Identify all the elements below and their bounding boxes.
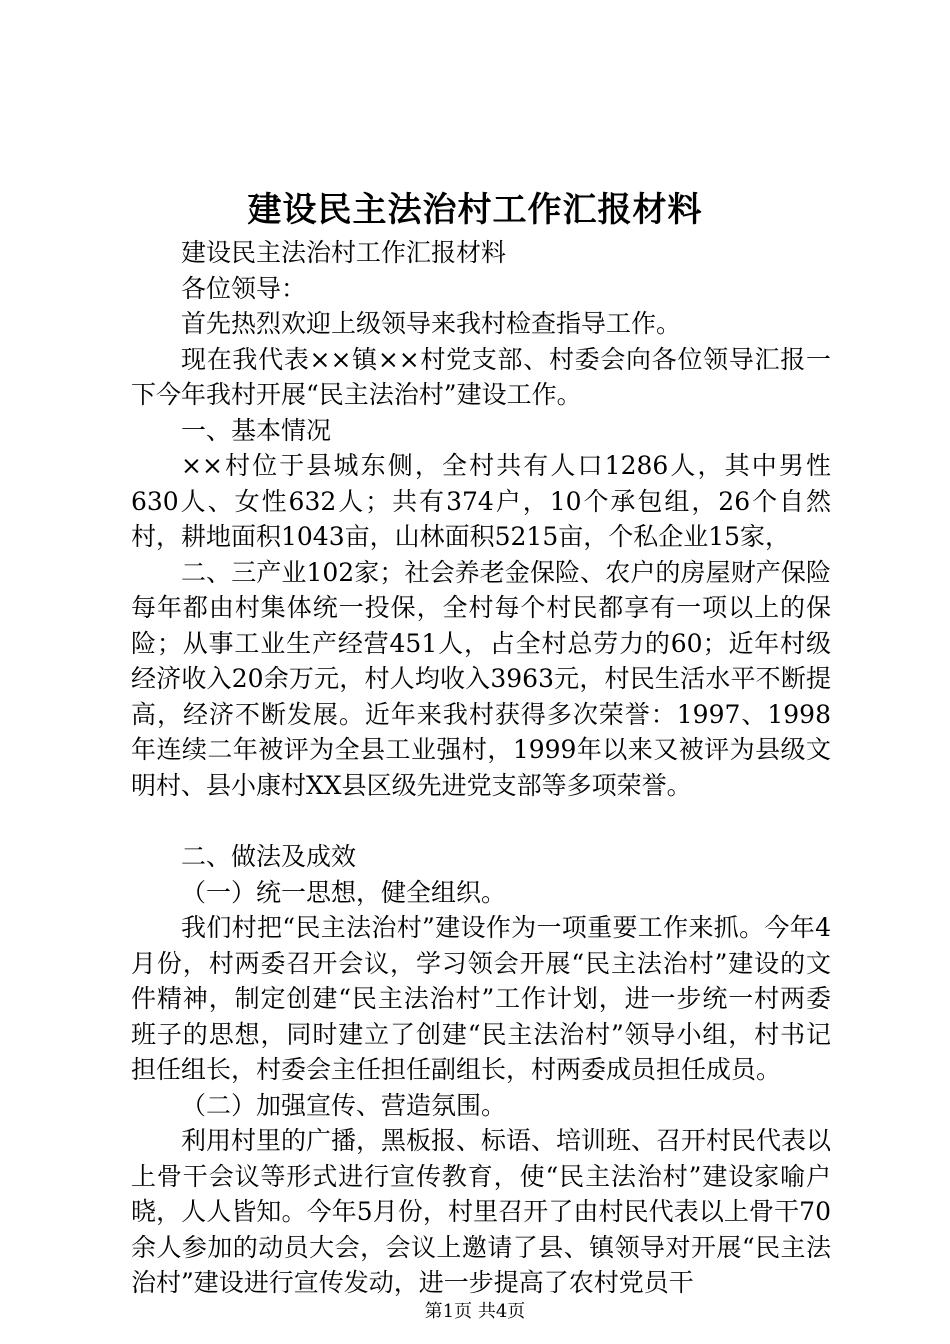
paragraph-publicity: 利用村里的广播，黑板报、标语、培训班、召开村民代表以上骨干会议等形式进行宣传教育，使“民主法治村”建设家喻户晓，人人皆知。今年5月份，村里召开了由村民代表以上骨干70余人参加的动员大会，会议上邀请了县、镇领导对开展“民主法治村”建设进行宣传发动，进一步提高了农村党员干 xyxy=(131,1126,832,1297)
paragraph-spacer xyxy=(131,803,831,839)
paragraph-economy-honors: 二、三产业102家；社会养老金保险、农户的房屋财产保险每年都由村集体统一投保，全村每个村民都享有一项以上的保险；从事工业生产经营451人，占全村总劳力的60；近年村级经济收入20余万元，村人均收入3963元，村民生活水平不断提高，经济不断发展。近年来我村获得多次荣誉：1997、1998年连续二年被评为全县工业强村，1999年以来又被评为县级文明村、县小康村XX县区级先进党支部等多项荣誉。 xyxy=(131,557,831,800)
section-heading-methods: 二、做法及成效 xyxy=(181,842,357,871)
subheading-publicity: （二）加强宣传、营造氛围。 xyxy=(181,1090,507,1120)
paragraph-village-stats: ××村位于县城东侧，全村共有人口1286人，其中男性630人、女性632人；共有374户，10个承包组，26个自然村，耕地面积1043亩，山林面积5215亩，个私企业15家， xyxy=(131,451,831,551)
paragraph-intro: 现在我代表××镇××村党支部、村委会向各位领导汇报一下今年我村开展“民主法治村”建设工作。 xyxy=(131,344,831,409)
paragraph-subtitle: 建设民主法治村工作汇报材料 xyxy=(181,238,507,267)
document-title: 建设民主法治村工作汇报材料 xyxy=(247,190,703,230)
paragraph-salutation: 各位领导： xyxy=(181,273,307,303)
paragraph-welcome: 首先热烈欢迎上级领导来我村检查指导工作。 xyxy=(181,309,682,338)
paragraph-organization: 我们村把“民主法治村”建设作为一项重要工作来抓。今年4月份，村两委召开会议，学习领会开展“民主法治村”建设的文件精神，制定创建“民主法治村”工作计划，进一步统一村两委班子的思想，同时建立了创建“民主法治村”领导小组，村书记担任组长，村委会主任担任副组长，村两委成员担任成员。 xyxy=(131,913,831,1084)
document-body xyxy=(131,235,831,1301)
section-heading-basic-info: 一、基本情况 xyxy=(181,415,332,445)
page-footer: 第1页 共4页 xyxy=(424,1301,526,1322)
subheading-unify-thinking: （一）统一思想，健全组织。 xyxy=(181,877,507,907)
